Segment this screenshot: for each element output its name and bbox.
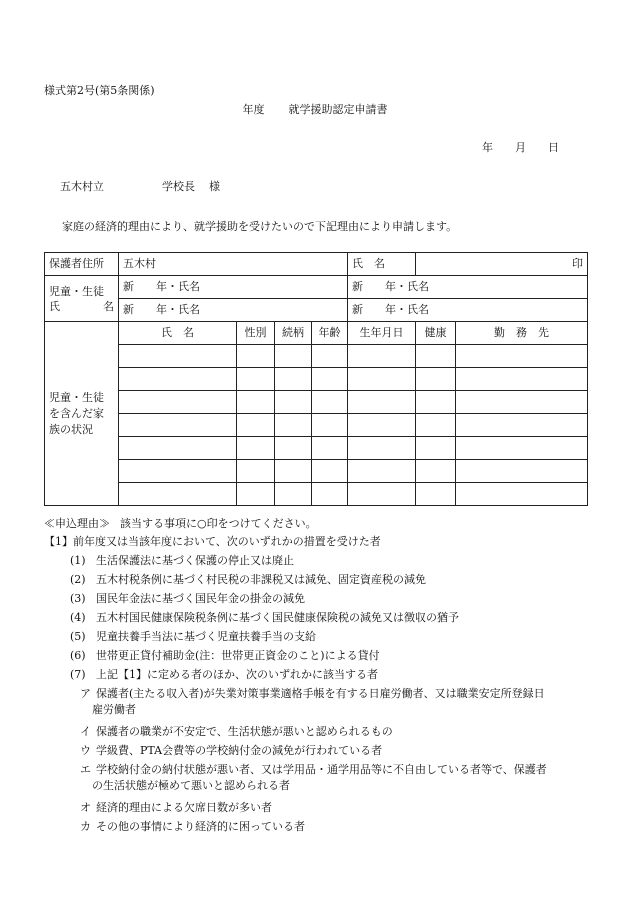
- family-row: [45, 345, 588, 368]
- family-relation-cell[interactable]: [275, 483, 312, 506]
- family-workplace-cell[interactable]: [456, 414, 588, 437]
- family-birthdate-cell[interactable]: [348, 391, 416, 414]
- family-row: [45, 414, 588, 437]
- family-name-cell[interactable]: [119, 483, 237, 506]
- family-name-cell[interactable]: [119, 368, 237, 391]
- family-health-cell[interactable]: [416, 460, 456, 483]
- family-name-cell[interactable]: [119, 437, 237, 460]
- reason-sub-item[interactable]: エ 学校納付金の納付状態が悪い者、又は学用品・通学用品等に不自由している者等で、保護者 の生活状態が極めて悪いと認められる者: [80, 763, 547, 792]
- guardian-address-label: 保護者住所: [45, 253, 119, 276]
- family-age-cell[interactable]: [312, 437, 348, 460]
- seal-mark: 印: [572, 257, 584, 271]
- family-name-cell[interactable]: [119, 391, 237, 414]
- document-title: [0, 103, 630, 116]
- reason-title: ≪申込理由≫: [44, 517, 110, 530]
- reason-item[interactable]: (3) 国民年金法に基づく国民年金の掛金の減免: [70, 592, 305, 605]
- col-age: 年齢: [312, 322, 348, 345]
- family-health-cell[interactable]: [416, 414, 456, 437]
- reason-category-1: 【1】前年度又は当該年度において、次のいずれかの措置を受けた者: [44, 535, 381, 548]
- family-age-cell[interactable]: [312, 391, 348, 414]
- family-row: [45, 460, 588, 483]
- family-workplace-cell[interactable]: [456, 391, 588, 414]
- child-3-field[interactable]: 新 年・氏名: [119, 299, 348, 322]
- col-sex: 性別: [237, 322, 275, 345]
- reason-sub-item[interactable]: カ その他の事情により経済的に困っている者: [80, 820, 305, 833]
- date-month: 月: [515, 141, 526, 154]
- family-row: [45, 483, 588, 506]
- family-row: [45, 391, 588, 414]
- family-sex-cell[interactable]: [237, 368, 275, 391]
- reason-item[interactable]: (4) 五木村国民健康保険税条例に基づく国民健康保険税の減免又は徴収の猶予: [70, 611, 459, 624]
- children-label: 児童・生徒 氏 名: [45, 276, 119, 322]
- family-name-cell[interactable]: [119, 414, 237, 437]
- guardian-name-label: 氏 名: [348, 253, 416, 276]
- form-number-label: 様式第2号(第5条関係): [44, 84, 155, 97]
- family-sex-cell[interactable]: [237, 437, 275, 460]
- reason-sub-item[interactable]: ア 保護者(主たる収入者)が失業対策事業適格手帳を有する日雇労働者、又は職業安定所登録日 雇労働者: [80, 687, 545, 716]
- family-workplace-cell[interactable]: [456, 460, 588, 483]
- guardian-name-field[interactable]: [416, 253, 588, 276]
- family-birthdate-cell[interactable]: [348, 414, 416, 437]
- family-health-cell[interactable]: [416, 368, 456, 391]
- honorific: 様: [209, 180, 220, 193]
- family-health-cell[interactable]: [416, 437, 456, 460]
- family-relation-cell[interactable]: [275, 391, 312, 414]
- date-line: [482, 141, 559, 154]
- family-sex-cell[interactable]: [237, 460, 275, 483]
- family-relation-cell[interactable]: [275, 414, 312, 437]
- family-birthdate-cell[interactable]: [348, 368, 416, 391]
- family-relation-cell[interactable]: [275, 460, 312, 483]
- family-relation-cell[interactable]: [275, 345, 312, 368]
- family-age-cell[interactable]: [312, 368, 348, 391]
- reason-item[interactable]: (1) 生活保護法に基づく保護の停止又は廃止: [70, 554, 294, 567]
- reason-item[interactable]: (5) 児童扶養手当法に基づく児童扶養手当の支給: [70, 630, 316, 643]
- date-year: 年: [482, 141, 493, 154]
- family-birthdate-cell[interactable]: [348, 437, 416, 460]
- village-school: 五木村立: [60, 180, 104, 193]
- family-workplace-cell[interactable]: [456, 345, 588, 368]
- child-4-field[interactable]: 新 年・氏名: [348, 299, 588, 322]
- family-age-cell[interactable]: [312, 483, 348, 506]
- family-row: [45, 368, 588, 391]
- title-year: 年度: [242, 103, 265, 116]
- family-workplace-cell[interactable]: [456, 368, 588, 391]
- reason-instruction: 該当する事項に○印をつけてください。: [120, 517, 317, 530]
- col-workplace: 勤 務 先: [456, 322, 588, 345]
- family-birthdate-cell[interactable]: [348, 483, 416, 506]
- addressee-line: [60, 180, 220, 193]
- family-relation-cell[interactable]: [275, 368, 312, 391]
- guardian-address-field[interactable]: 五木村: [119, 253, 348, 276]
- family-health-cell[interactable]: [416, 345, 456, 368]
- family-birthdate-cell[interactable]: [348, 460, 416, 483]
- intro-text: 家庭の経済的理由により、就学援助を受けたいので下記理由により申請します。: [62, 220, 458, 233]
- reason-item[interactable]: (7) 上記【1】に定める者のほか、次のいずれかに該当する者: [70, 668, 378, 681]
- family-health-cell[interactable]: [416, 483, 456, 506]
- reason-heading: [44, 517, 317, 530]
- family-row: [45, 437, 588, 460]
- title-main: 就学援助認定申請書: [288, 103, 388, 116]
- family-age-cell[interactable]: [312, 414, 348, 437]
- reason-item[interactable]: (2) 五木村税条例に基づく村民税の非課税又は減免、固定資産税の減免: [70, 573, 426, 586]
- family-name-cell[interactable]: [119, 345, 237, 368]
- family-workplace-cell[interactable]: [456, 437, 588, 460]
- family-sex-cell[interactable]: [237, 391, 275, 414]
- child-2-field[interactable]: 新 年・氏名: [348, 276, 588, 299]
- family-sex-cell[interactable]: [237, 483, 275, 506]
- family-health-cell[interactable]: [416, 391, 456, 414]
- application-table: [44, 252, 588, 506]
- principal-title: 学校長: [162, 180, 195, 193]
- col-birthdate: 生年月日: [348, 322, 416, 345]
- col-name: 氏 名: [119, 322, 237, 345]
- family-sex-cell[interactable]: [237, 414, 275, 437]
- date-day: 日: [548, 141, 559, 154]
- reason-sub-item[interactable]: ウ 学級費、PTA会費等の学校納付金の減免が行われている者: [80, 744, 383, 757]
- reason-sub-item[interactable]: オ 経済的理由による欠席日数が多い者: [80, 801, 272, 814]
- family-age-cell[interactable]: [312, 460, 348, 483]
- child-1-field[interactable]: 新 年・氏名: [119, 276, 348, 299]
- family-birthdate-cell[interactable]: [348, 345, 416, 368]
- family-name-cell[interactable]: [119, 460, 237, 483]
- col-relation: 続柄: [275, 322, 312, 345]
- family-sex-cell[interactable]: [237, 345, 275, 368]
- family-age-cell[interactable]: [312, 345, 348, 368]
- family-status-label: 児童・生徒を含んだ家族の状況: [45, 322, 119, 506]
- col-health: 健康: [416, 322, 456, 345]
- reason-sub-item[interactable]: イ 保護者の職業が不安定で、生活状態が悪いと認められるもの: [80, 725, 393, 738]
- family-relation-cell[interactable]: [275, 437, 312, 460]
- family-workplace-cell[interactable]: [456, 483, 588, 506]
- reason-item[interactable]: (6) 世帯更正貸付補助金(注：世帯更正資金のこと)による貸付: [70, 649, 380, 662]
